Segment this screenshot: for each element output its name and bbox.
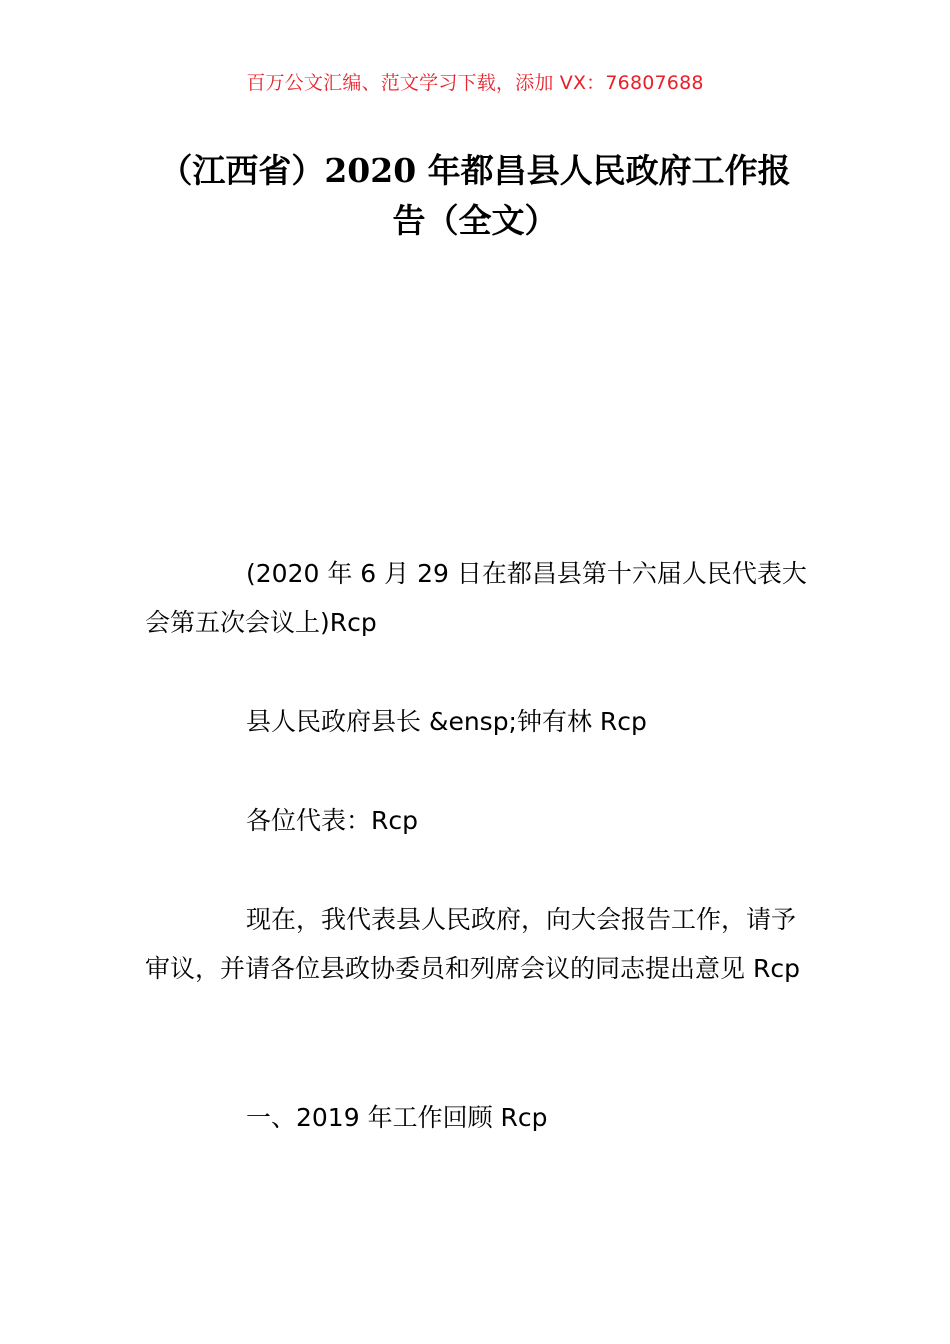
speaker-paragraph: 县人民政府县长 &ensp;钟有林 Rcp [246, 707, 647, 736]
header-banner: 百万公文汇编、范文学习下载，添加 VX：76807688 [246, 72, 704, 94]
opening-paragraph: 现在，我代表县人民政府，向大会报告工作，请予审议，并请各位县政协委员和列席会议的同志提出意见 Rcp [145, 905, 800, 983]
document-title [140, 146, 810, 246]
document-title-line1: （江西省）2020 年都昌县人民政府工作报 [159, 151, 791, 190]
section-heading-paragraph: 一、2019 年工作回顾 Rcp [246, 1103, 548, 1132]
session-note-paragraph: (2020 年 6 月 29 日在都昌县第十六届人民代表大会第五次会议上)Rcp [145, 559, 807, 637]
document-title-line2: 告（全文） [392, 201, 558, 240]
salutation-paragraph: 各位代表：Rcp [246, 806, 418, 835]
